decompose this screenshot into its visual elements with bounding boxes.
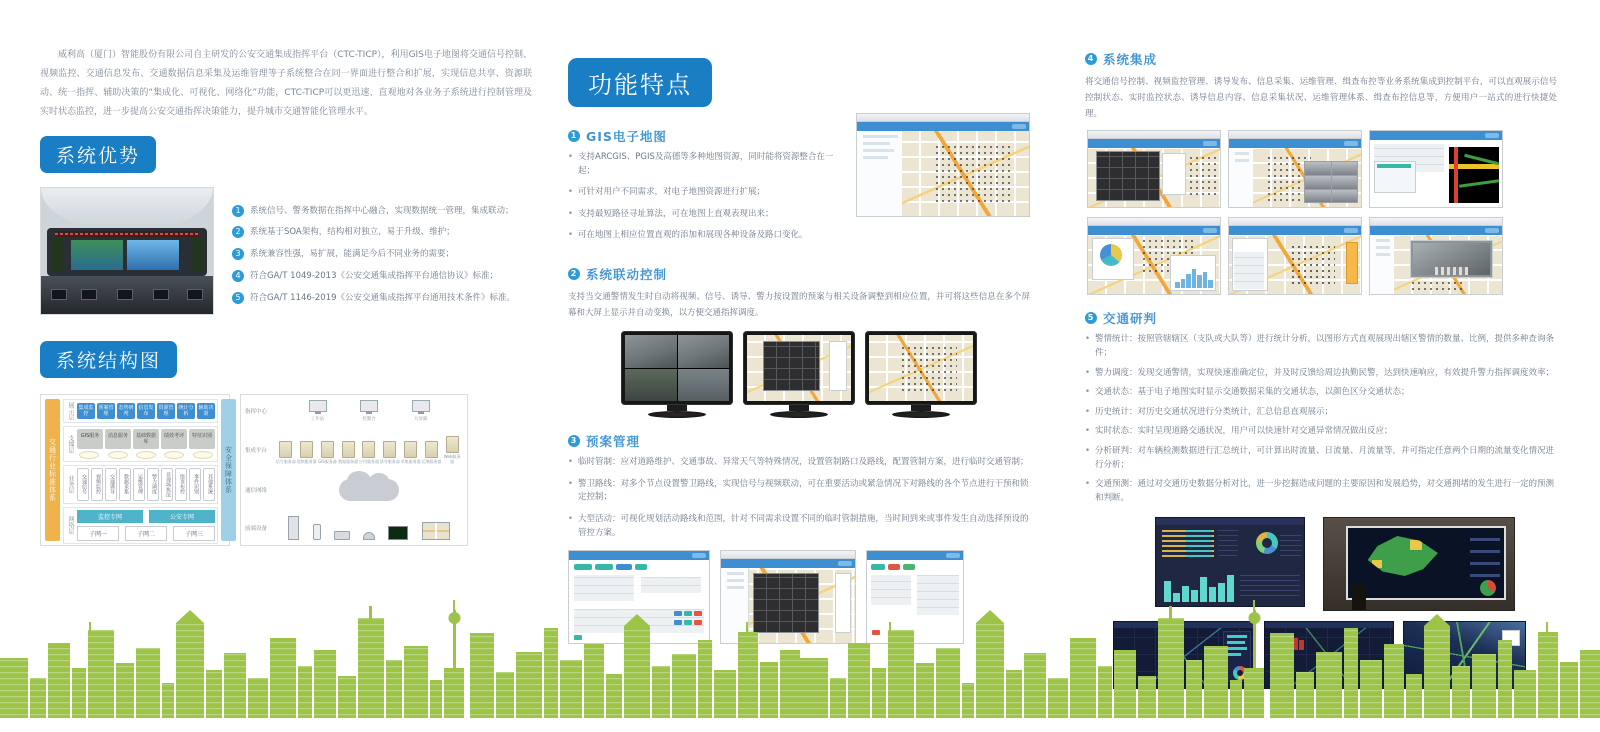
integration-paragraph: 将交通信号控制、视频监控管理、诱导发布、信息采集、运维管理、缉查布控等业务系统集成到控制平台，可以直观展示信号控制状态、实时监控状态、诱导信息内容、信息采集状况、运维管理体系、缉查布控信息等，方便用户一站式的进行快捷处理。 [1085, 77, 1557, 120]
analysis-section-title: 5 交通研判 [1085, 309, 1557, 327]
device-workstation: 控制台 [360, 400, 378, 422]
display-cell: 集成监控 [78, 404, 94, 417]
advantage-item [232, 292, 532, 305]
map-sidebar [857, 131, 903, 216]
network-bar: 监控专网 [77, 510, 143, 523]
server-icon [321, 441, 334, 458]
photo-desks [41, 276, 213, 314]
section-integration [1085, 50, 1557, 295]
server-node: 数据服务器 [338, 441, 358, 465]
layer-label: 网络层 [67, 516, 74, 535]
advantage-item [232, 205, 532, 218]
server-icon [404, 441, 417, 458]
topology-diagram [240, 394, 468, 546]
server-icon [362, 441, 375, 458]
monitor-gis [865, 331, 977, 418]
server-icon [300, 441, 313, 458]
photo-plant-right [191, 238, 203, 272]
bullet-item: • 临时管制：应对道路维护、交通事故、异常天气等特殊情况，设置管制路口及路线，配置管制方案，进行临时交通管制； [568, 456, 1030, 470]
cloud-icon [339, 479, 399, 501]
number-badge: 2 [232, 226, 244, 238]
monitor-icon [360, 400, 378, 412]
network-layer [63, 507, 218, 544]
linkage-paragraph: 支持当交通警情发生时自动将视频、信号、诱导、警力按设置的预案与相关设备调整到相应位置，并可将这些信息在多个屏幕和大屏上显示并自动变换，以方便交通指挥调度。 [568, 291, 1030, 319]
server-node: 信号服务器 [276, 441, 296, 465]
topology-network [245, 479, 463, 501]
section-badge-advantages: 系统优势 [40, 136, 156, 173]
plan-section-title: 3 预案管理 [568, 432, 1030, 450]
bullet-item: • 可针对用户不同需求，对电子地图资源进行扩展； [568, 186, 842, 200]
support-layer [63, 426, 218, 462]
advantage-text: 系统信号、警务数据在指挥中心融合，实现数据统一管理，集成联动； [250, 205, 514, 216]
advantage-item [232, 226, 532, 239]
business-cell: 数据采集 [119, 468, 131, 501]
bullet-item: • 警情统计：按照管辖辖区（支队或大队等）进行统计分析，以图形方式直观展现出辖区警情的数量、比例，提供多种查询条件； [1085, 333, 1557, 360]
number-badge: 5 [232, 292, 244, 304]
standard-system-bar: 交通行业标准体系 [45, 399, 60, 541]
business-cell: 非现场执法 [161, 468, 173, 501]
bullet-item: • 支持ARCGIS、PGIS及高德等多种地图资源，同时能将资源整合在一起； [568, 151, 842, 178]
advantages-list [232, 205, 532, 315]
advantages-row [40, 187, 532, 315]
display-cell: 预案管理 [98, 404, 114, 417]
business-cell: 事件识别 [189, 468, 201, 501]
advantage-text: 系统兼容性强，易扩展，能满足今后不同业务的需要； [250, 249, 455, 260]
device-camera [334, 531, 350, 540]
number-badge: 3 [568, 435, 580, 447]
business-cell: 缉查布控 [175, 468, 187, 501]
linkage-section-title: 2 系统联动控制 [568, 265, 1030, 283]
support-cell: 特征识别 [189, 429, 215, 449]
shot-statistics-map [1087, 217, 1221, 295]
business-cell: 警力调度 [147, 468, 159, 501]
photo-ceiling [41, 188, 213, 232]
topology-row-label: 集成平台 [245, 448, 268, 455]
advantage-item [232, 248, 532, 261]
security-system-bar: 安全保障体系 [221, 399, 236, 541]
topology-row-label: 通信网络 [245, 488, 268, 495]
panel-middle [568, 58, 1030, 658]
shot-signal-timing [1369, 130, 1503, 208]
integration-section-title: 4 系统集成 [1085, 50, 1557, 68]
number-badge: 1 [568, 130, 580, 142]
gis-bullet-list [568, 151, 842, 243]
display-cell: 信息发布 [138, 404, 154, 417]
monitor-icon [412, 400, 430, 412]
support-cell: 绩效考评 [161, 429, 187, 449]
server-node: 诱导服务器 [380, 441, 400, 465]
device-workstation: 工作站 [309, 400, 327, 422]
display-layer [63, 399, 218, 423]
business-cell: 视频监控 [91, 468, 103, 501]
monitor-cctv [621, 331, 733, 418]
network-bar: 公安专网 [149, 510, 215, 523]
business-layer [63, 465, 218, 504]
section-badge-features: 功能特点 [568, 58, 712, 107]
topology-command-center [245, 400, 463, 422]
topology-row-label: 前端设备 [245, 525, 268, 532]
server-icon [425, 441, 438, 458]
bullet-item: • 可在地图上相应位置直观的添加和展现各种设备及路口变化。 [568, 229, 842, 243]
monitor-wall [568, 331, 1030, 418]
bullet-item: • 分析研判：对车辆检测数据进行汇总统计，可计算出时流量、日流量、月流量等，并可指定任意两个日期的流量变化情况进行分析； [1085, 445, 1557, 472]
shot-track-map [1228, 217, 1362, 295]
plan-bullet-list [568, 456, 1030, 540]
layer-label: 业务层 [67, 475, 74, 494]
panel-left [40, 46, 532, 546]
device-intersection-map [422, 522, 450, 540]
server-node: 运维服务器 [421, 441, 441, 465]
display-cell: 资源管理 [158, 404, 174, 417]
integration-screenshots [1087, 130, 1557, 295]
gis-map-screenshot [856, 113, 1030, 217]
subnet-box: 子网二 [125, 526, 167, 541]
layer-label: 展示层 [67, 401, 74, 420]
device-led-panel [388, 526, 408, 540]
number-badge: 1 [232, 205, 244, 217]
server-node: 应用服务器 [359, 441, 379, 465]
bullet-item: • 大型活动：可视化规划活动路线和范围，针对不同需求设置不同的临时管制措施，当时间到来或事件发生自动选择预设的管控方案。 [568, 513, 1030, 540]
photo-screen-left [71, 240, 123, 270]
bullet-item: • 警卫路线：对多个节点设置警卫路线，实现信号与视频联动，可在重要活动或紧急情况下对路线的各个节点进行干预和锁定控制； [568, 478, 1030, 505]
dark-dashboard-screenshot [1155, 517, 1305, 607]
control-room-photo [40, 187, 214, 315]
advantage-item [232, 270, 532, 283]
subnet-box: 子网一 [77, 526, 119, 541]
section-linkage-control [568, 265, 1030, 418]
number-badge: 2 [568, 268, 580, 280]
monitor-intersection [743, 331, 855, 418]
section-badge-structure: 系统结构图 [40, 341, 177, 378]
section-gis-map [568, 127, 1030, 251]
device-dome-camera [363, 532, 375, 540]
topology-platform [245, 436, 463, 465]
business-cell: 运维管理 [133, 468, 145, 501]
server-icon [342, 441, 355, 458]
form-buttons [574, 564, 647, 570]
bullet-item: • 交通预测：通过对交通历史数据分析对比，进一步挖掘造成问题的主要原因和发展趋势，对交通拥堵的发生进行一定的预测和判断。 [1085, 478, 1557, 505]
bullet-item: • 交通状态：基于电子地图实时显示交通数据采集的交通状态，以颜色区分交通状态； [1085, 386, 1557, 400]
shot-video-popup-map [1369, 217, 1503, 295]
service-bus-pills [77, 451, 215, 459]
server-node: 采集服务器 [401, 441, 421, 465]
support-cell: GIS服务 [77, 429, 103, 449]
map-markers [934, 144, 1011, 205]
window-chrome [857, 114, 1029, 122]
layer-label: 支撑层 [67, 434, 74, 453]
server-icon [279, 441, 292, 458]
number-badge: 4 [1085, 53, 1097, 65]
photo-led-strip [55, 231, 199, 237]
photo-plant-left [51, 238, 63, 272]
bullet-item: • 实时状态：实时呈现道路交通状况，用户可以快速针对交通异常情况做出反应； [1085, 425, 1557, 439]
shot-video-map [1228, 130, 1362, 208]
display-cell: 统计分析 [178, 404, 194, 417]
server-node: Web服务器 [442, 436, 462, 465]
business-cell: 其他系统 [203, 468, 215, 501]
business-cell: 交通诱导 [105, 468, 117, 501]
architecture-diagram [40, 394, 233, 546]
number-badge: 3 [232, 248, 244, 260]
business-cell: 交通信号 [77, 468, 89, 501]
city-skyline [0, 596, 1600, 718]
bullet-item: • 历史统计：对历史交通状况进行分类统计，汇总信息直观展示； [1085, 406, 1557, 420]
bullet-item: • 警力调度：发现交通警情，实现快速准确定位，并及时反馈给周边执勤民警，达到快速响应，有效提升警力指挥调度效率； [1085, 367, 1557, 381]
advantage-text: 系统基于SOA架构，结构相对独立，易于升级、维护； [250, 227, 455, 238]
topology-row-label: 指挥中心 [245, 408, 268, 415]
shot-signal-map [1087, 130, 1221, 208]
structure-diagrams [40, 394, 532, 546]
subnet-box: 子网三 [173, 526, 215, 541]
server-node: 视频服务器 [297, 441, 317, 465]
server-icon [446, 436, 459, 453]
device-signal [313, 524, 321, 540]
device-cabinet [288, 516, 299, 540]
bullet-item: • 支持最短路径寻址算法，可在地图上直观表现出来； [568, 208, 842, 222]
app-header-bar [857, 122, 1029, 131]
device-workstation: 大屏幕 [412, 400, 430, 422]
gis-section-title: 1 GIS电子地图 [568, 127, 842, 145]
number-badge: 4 [232, 270, 244, 282]
display-cell: 态势研判 [118, 404, 134, 417]
support-cell: 消息服务 [105, 429, 131, 449]
topology-frontend [245, 516, 463, 540]
support-cell: 基础数据库 [133, 429, 159, 449]
monitor-icon [309, 400, 327, 412]
intro-paragraph: 威利高（厦门）智能股份有限公司自主研发的公安交通集成指挥平台（CTC-TICP），利用GIS电子地图将交通信号控制、视频监控、交通信息发布、交通数据信息采集及运维管理等子系统整合在同一界面进行整合和扩展，实现信息共享、资源联动、统一指挥、辅助决策的“集成化、可视化、网络化”功能，CTC-TICP可以更迅速、直观地对各业务子系统进行控制管理及实时状态监控，进一步提高公安交通指挥决策能力，提升城市交通智能化管理水平。 [40, 50, 532, 117]
display-cell: 辅助决策 [198, 404, 214, 417]
advantage-text: 符合GA/T 1049-2013《公安交通集成指挥平台通信协议》标准； [250, 270, 498, 281]
advantage-text: 符合GA/T 1146-2019《公安交通集成指挥平台通用技术条件》标准。 [250, 292, 515, 303]
photo-screen-right [127, 240, 179, 270]
server-node: GIS服务器 [317, 441, 337, 465]
number-badge: 5 [1085, 312, 1097, 324]
intersection-dialog [763, 341, 820, 391]
analysis-bullet-list [1085, 333, 1557, 505]
server-icon [383, 441, 396, 458]
